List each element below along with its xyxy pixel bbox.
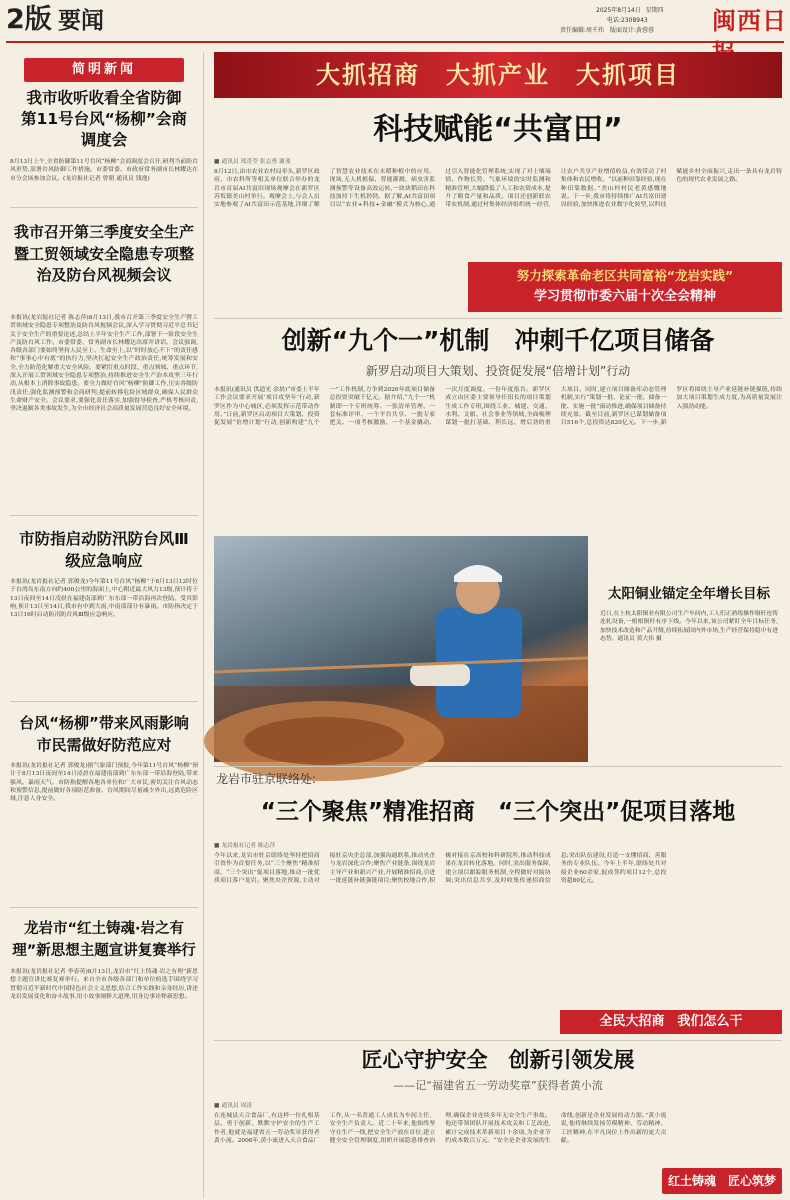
worker-gloves — [410, 664, 470, 686]
edition-number: 2版 — [6, 4, 52, 35]
date-text: 2025年8月14日 — [596, 7, 641, 14]
photo-caption — [596, 536, 782, 762]
brief-5-body: 本报讯(龙岩报社记者 李春英)8月13日,龙岩市“红土铸魂·岩之有理”新思想主题宣讲比赛复赛举行。来自全市各级各部门和单位的选手围绕学习贯彻习近平新时代中国特色社会主义思想,结合工作实践和亲身经历,讲述龙岩发展变化和奋斗故事,用小故事阐释大道理,用身边事诠释新思想。 — [10, 969, 198, 1000]
slogan-box — [468, 262, 782, 312]
profile-body: 在连城县天合食品厂,有这样一位扎根基层、勇于创新、默默守护安全的生产工作者,他就是福建省五一劳动奖章获得者黄小流。2006年,黄小流进入天合食品厂工作,从一名普通工人成长为车间主任、安全生产负责人。近二十年来,他始终坚守在生产一线,把安全生产放在首位,建立健全安全管理制度,组织开展隐患排查治理,确保企业连续多年无安全生产事故。他还带领团队开展技术攻关和工艺改进,累计完成技术革新项目十余项,为企业节约成本数百万元。“安全是企业发展的生命线,创新是企业发展的动力源。”黄小流说,他将继续发扬劳模精神、劳动精神、工匠精神,在平凡岗位上作出新的更大贡献。 — [214, 1113, 667, 1144]
brief-5-title: 龙岩市“红土铸魂·岩之有理”新思想主题宣讲复赛举行 — [12, 921, 196, 959]
investment-kicker: 龙岩市驻京联络处: — [216, 772, 317, 786]
profile-title: 匠心守护安全 创新引领发展 — [361, 1048, 635, 1072]
mechanism-body: 本报讯(通讯员 洪道光 余晨)“市委上半年工作会议要求开展‘项目攻坚年’行动,新罗区作为中心城区,必须发挥示范带动作用。”日前,新罗区启动项目大策划、投资促发展“倍增计划”行动,创新构建“九个一”工作机制,力争到2026年底项目储备总投资突破千亿元。据介绍,“九个一”机制即一个专班统筹、一张清单管理、一套标准评审、一个平台共享、一批专家把关、一项考核激励、一个基金撬动、一次月度调度、一份年度报告。新罗区成立由区委主要领导任组长的项目策划生成工作专班,围绕工业、城建、交通、水利、文旅、社会事业等领域,全面梳理谋划一批打基础、利长远、增后劲的重大项目。同时,建立项目储备库动态管理机制,实行“策划一批、论证一批、储备一批、实施一批”滚动推进,确保项目储备持续充盈。截至目前,新罗区已谋划储备项目516个,总投资达820亿元。下一步,新罗区将围绕主导产业延链补链强链,持续加大项目策划生成力度,为高质量发展注入强劲动能。 — [214, 387, 782, 427]
copper-coil-inner — [244, 717, 404, 765]
brief-3-body: 本报讯(龙岩报社记者 郭俊龙)今年第11号台风“杨柳”于8月13日12时位于台湾岛东南方向约400公里的海面上,中心附近最大风力13级,预计将于13日夜间至14日凌晨在福建南部到广东东部一带沿海再次登陆。受其影响,预计13日至14日,我市有中到大雨,中南部部分有暴雨。市防指决定于13日16时启动防汛防台风Ⅲ级应急响应。 — [10, 578, 198, 702]
brief-tag-text: 简明新闻 — [71, 62, 136, 77]
corner-badge: 红土铸魂 匠心筑梦 — [662, 1168, 782, 1194]
brief-4-title: 台风“杨柳”带来风雨影响市民需做好防范应对 — [19, 714, 189, 754]
slogan-line-2: 学习贯彻市委六届十次全会精神 — [533, 289, 716, 304]
campaign-banner-text: 大抓招商 大抓产业 大抓项目 — [316, 61, 680, 89]
issue-date — [596, 6, 706, 16]
editor-text: 责任编辑:周千玮 — [560, 27, 605, 34]
editor-credits — [560, 26, 710, 36]
newspaper-logo: 闽西日 — [712, 6, 787, 35]
phone-text: 电话:2308943 — [607, 17, 648, 24]
profile-byline: ■ 通讯员 周涛 — [214, 1103, 253, 1109]
brief-2-body: 本报讯(龙岩报社记者 陈志萍)8月13日,我市召开第三季度安全生产暨工贸领域安全隐患专项整治及防台风视频会议,深入学习贯彻习近平总书记关于安全生产的重要论述,总结上半年安全生产工作,部署下一阶段安全生产及防台风工作。市委常委、常务副市长林耀达出席并讲话。会议强调,各级各部门要始终坚持人民至上、生命至上,以“时时放心不下”的责任感和“事事心中有底”的执行力,坚决扛起安全生产政治责任,统筹发展和安全,全力防范化解重大安全风险。要紧盯重点时段、重点领域、重点环节,深入开展工贸领域安全隐患专项整治,持续推进安全生产治本攻坚三年行动,从根本上消除事故隐患。要全力做好台风“杨柳”防御工作,压实各级防汛责任,强化监测预警和会商研判,提前转移危险区域群众,确保人民群众生命财产安全。会议要求,要强化责任落实,加强督导检查,严格考核问责,坚决遏制各类事故发生,为全市经济社会高质量发展营造良好安全环境。 — [10, 314, 198, 516]
copper-rod — [214, 658, 588, 672]
designer-text: 版面设计:黄蓉蓉 — [609, 27, 654, 34]
factory-worker-photo — [214, 536, 588, 762]
masthead-rule — [6, 41, 784, 43]
brief-1-body: 8月13日上午,全省防御第11号台风“杨柳”会商调度会召开,研判当前防台风形势,部署台风防御工作措施。市委常委、市政府常务副市长林耀达在市分会场参加会议。(龙岩报社记者 曾朝 通讯员 钱逸) — [10, 158, 198, 208]
slogan-line-1: 努力探索革命老区共同富裕“龙岩实践” — [516, 268, 734, 283]
section-divider-2 — [214, 766, 782, 767]
brief-tag — [24, 58, 184, 82]
investment-byline: ■ 龙岩报社记者 陈志萍 — [214, 843, 276, 849]
photo-caption-body: 近日,在上杭太阳铜业有限公司生产车间内,工人们正熟练操作铜杆连铸连轧设备,一根根铜杆有序下线。今年以来,该公司紧盯全年目标任务,加快技术改造和产品升级,持续拓展国内外市场,生产经营保持稳中有进态势。通讯员 黄大伟 摄 — [600, 611, 778, 642]
brief-3-title: 市防指启动防汛防台风Ⅲ级应急响应 — [19, 530, 189, 570]
campaign-slogan-bar: 全民大招商 我们怎么干 — [560, 1010, 782, 1034]
investment-title: “三个聚焦”精准招商 “三个突出”促项目落地 — [260, 799, 736, 825]
profile-subtitle: ——记“福建省五一劳动奖章”获得者黄小流 — [393, 1079, 603, 1092]
factory-worker-illustration — [214, 536, 588, 762]
campaign-banner — [214, 52, 782, 98]
campaign-article-body: 8月12日,由市农业农村局牵头,新罗区政府、市农科所等相关单位联合举办的龙岩市首届AI共富田现场观摩会在新罗区苏坂镇美山村举行。观摩会上,与会人员实地参观了AI共富田示范基地,详细了解了智慧农业技术在水稻种植中的应用。现场,无人机植保、智能灌溉、病虫害监测预警等设备高效运转,一块块稻田在科技加持下生机勃勃。据了解,AI共富田项目以“农业+科技+金融”模式为核心,通过引入智能化管理系统,实现了对土壤墒情、作物长势、气象环境的实时监测和精准管理,大幅降低了人工和农资成本,提升了粮食产量和品质。项目还创新联农带农机制,通过村集体经济组织统一经营,让农户共享产业增值收益,有效带动了村集体和农民增收。“以前种田靠经验,现在种田靠数据。”美山村村民老黄感慨地说。下一步,我市将持续推广AI共富田建设经验,加快推进农业数字化转型,以科技赋能乡村全面振兴,走出一条具有龙岩特色的现代农业发展之路。 — [214, 169, 782, 209]
campaign-article-title: 科技赋能“共富田” — [373, 112, 623, 147]
campaign-byline: ■ 通讯员 郑喜莹 张志勇 谢斐 — [214, 159, 291, 165]
section-title: 要闻 — [58, 8, 104, 34]
section-divider-3 — [214, 1040, 782, 1041]
brief-2-title: 我市召开第三季度安全生产暨工贸领域安全隐患专项整治及防台风视频会议 — [13, 223, 194, 284]
mechanism-subtitle: 新罗启动项目大策划、投资促发展“倍增计划”行动 — [365, 364, 631, 378]
brief-1-title: 我市收听收看全省防御第11号台风“杨柳”会商调度会 — [21, 89, 187, 149]
worker-helmet — [454, 565, 502, 582]
left-column-divider — [203, 52, 204, 1198]
photo-caption-title: 太阳铜业锚定全年增长目标 — [608, 586, 770, 602]
investment-body: 今年以来,龙岩市驻京联络处坚持把招商引资作为首要任务,以“三个聚焦”精准招商、“三个突出”促项目落地,推动一批优质项目落户龙岩。聚焦央企资源,主动对接驻京央企总部,加强沟通联系,推动央企与龙岩深化合作;聚焦产业链条,围绕龙岩主导产业和新兴产业,开展精准招商,引进一批延链补链强链项目;聚焦校地合作,积极对接在京高校和科研院所,推动科技成果在龙岩转化落地。同时,突出服务保障,建立项目跟踪服务机制,全程做好对接协调;突出信息共享,及时收集传递招商信息;突出队伍建设,打造一支懂招商、善服务的专业队伍。今年上半年,联络处共对接企业60余家,促成签约项目12个,总投资超80亿元。 — [214, 853, 667, 884]
brief-4-body: 本报讯(龙岩报社记者 郭俊龙)据气象部门预报,今年第11号台风“杨柳”预计于8月13日夜间至14日凌晨在福建南部到广东东部一带沿海登陆,带来强风、暴雨天气。市防指提醒各地各单位和广大市民,密切关注台风动态和预警信息,提前做好各项防范准备。台风期间尽量减少外出,远离危险区域,注意人身安全。 — [10, 762, 198, 908]
section-divider-1 — [214, 318, 782, 319]
weekday-text: 星期四 — [645, 7, 664, 14]
mechanism-title: 创新“九个一”机制 冲刺千亿项目储备 — [281, 326, 715, 355]
